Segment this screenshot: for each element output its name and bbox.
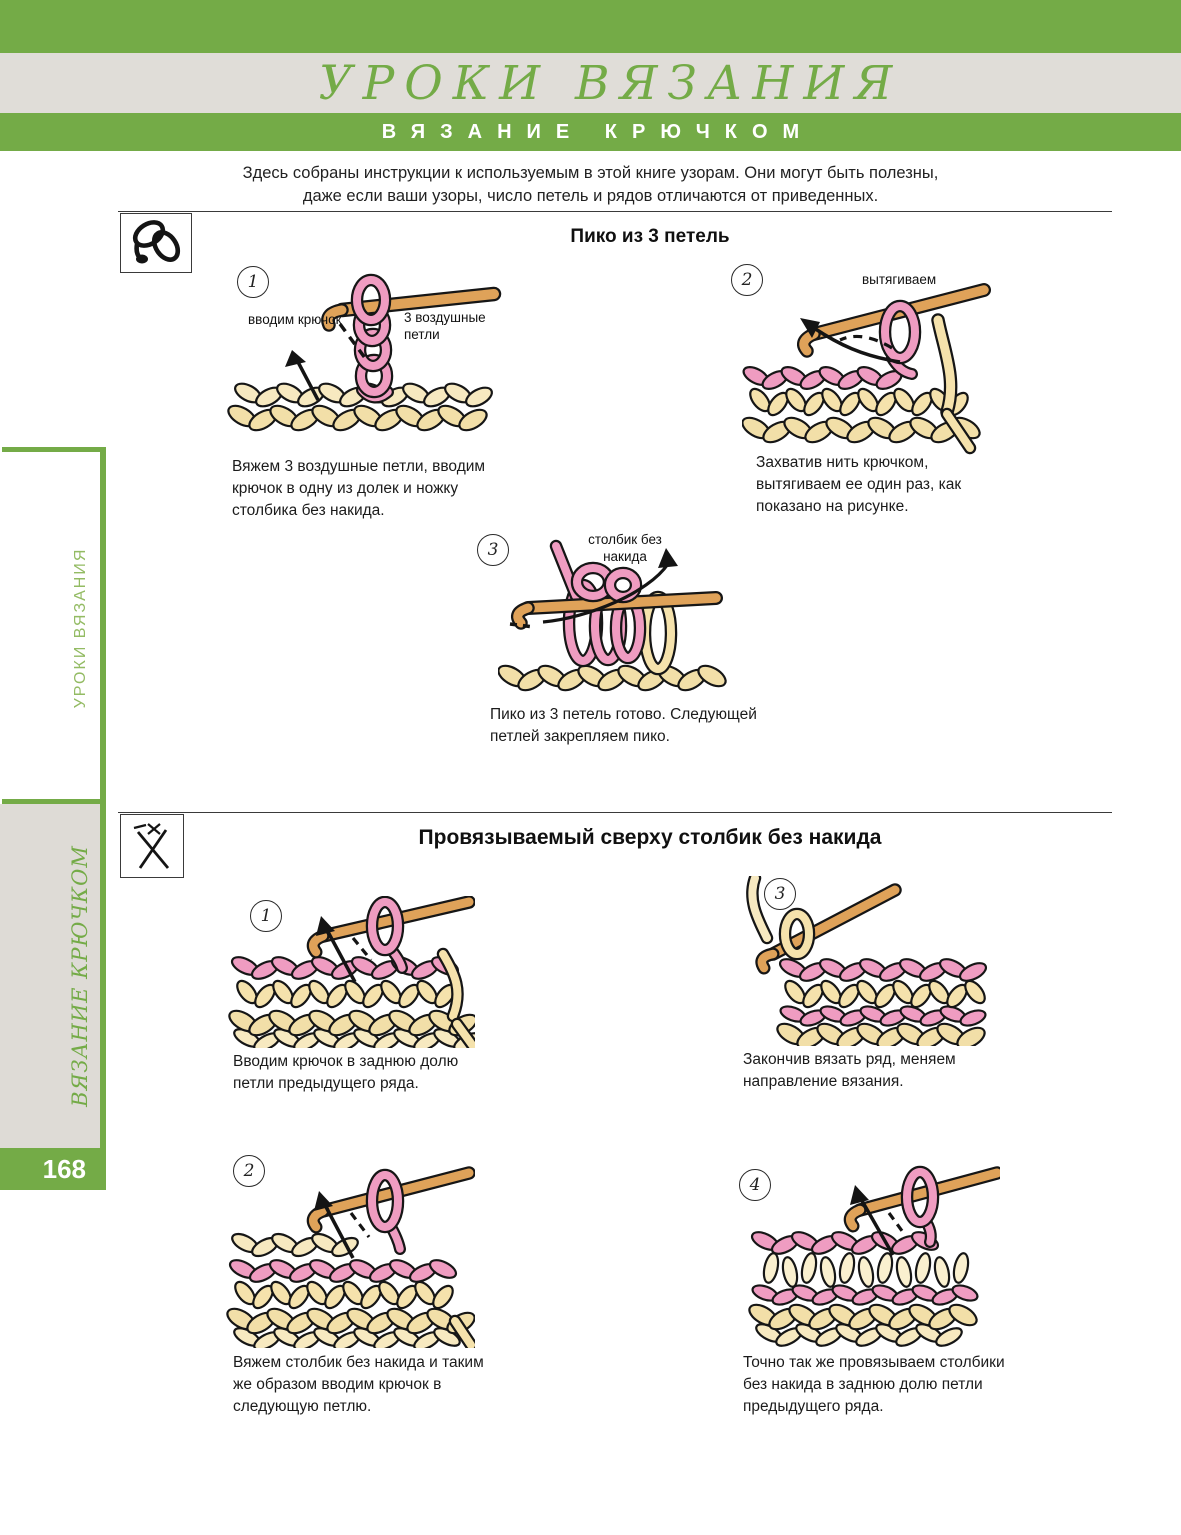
illustration-picot-step3: [498, 538, 728, 706]
step-caption: Закончив вязать ряд, меняем направление вязания.: [743, 1051, 956, 1090]
sidebar-tab-crochet: [0, 804, 100, 1148]
step-number-badge: 3: [477, 534, 509, 566]
sidebar-tab-lessons: [2, 447, 100, 804]
label-single-crochet: столбик без накида: [588, 532, 662, 564]
step-number-badge: 2: [233, 1155, 265, 1187]
illustration-topsc-step1: [225, 896, 475, 1048]
sidebar-lessons-label: УРОКИ ВЯЗАНИЯ: [72, 547, 89, 709]
step-caption: Пико из 3 петель готово. Следующей петлей закрепляем пико.: [490, 706, 757, 745]
section2-rule: [118, 812, 1112, 813]
step-caption: Вводим крючок в заднюю долю петли предыдущего ряда.: [233, 1053, 459, 1092]
step-number-badge: 4: [739, 1169, 771, 1201]
page-number: 168: [0, 1148, 100, 1190]
illustration-topsc-step3: [745, 876, 1000, 1046]
header-title-band: [0, 53, 1181, 113]
illustration-picot-step2: [742, 262, 992, 457]
step-number-badge: 2: [731, 264, 763, 296]
label-insert-hook: вводим крючок: [248, 312, 342, 327]
section2-title: Провязываемый сверху столбик без накида: [418, 826, 882, 849]
illustration-picot-step1: [222, 258, 502, 448]
header-green-band: [0, 0, 1181, 53]
step-caption: Захватив нить крючком, вытягиваем ее один раз, как показано на рисунке.: [756, 454, 962, 515]
header-subtitle-band: [0, 113, 1181, 151]
step-caption: Вяжем 3 воздушные петли, вводим крючок в одну из долек и ножку столбика без накида.: [232, 458, 486, 519]
intro-text: [0, 162, 1181, 209]
illustration-topsc-step4: [745, 1165, 1000, 1350]
step-caption: Точно так же провязываем столбики без накида в заднюю долю петли предыдущего ряда.: [743, 1354, 1005, 1415]
section1-title: Пико из 3 петель: [570, 226, 730, 247]
intro-line-1: Здесь собраны инструкции к используемым в этой книге узорам. Они могут быть полезны,: [242, 164, 939, 182]
step-number-badge: 3: [764, 878, 796, 910]
step-caption: Вяжем столбик без накида и таким же образом вводим крючок в следующую петлю.: [233, 1354, 484, 1415]
illustration-topsc-step2: [225, 1153, 475, 1348]
label-pull-through: вытягиваем: [862, 272, 937, 287]
section1-rule: [118, 211, 1112, 212]
step-number-badge: 1: [250, 900, 282, 932]
sidebar-vertical-rule: [100, 447, 106, 1190]
intro-line-2: даже если ваши узоры, число петель и рядов отличаются от приведенных.: [302, 187, 879, 206]
label-three-chains: 3 воздушные петли: [404, 310, 486, 342]
step-number-badge: 1: [237, 266, 269, 298]
page-title: УРОКИ ВЯЗАНИЯ: [318, 55, 903, 111]
sidebar-crochet-label: ВЯЗАНИЕ КРЮЧКОМ: [68, 845, 92, 1107]
page-subtitle: ВЯЗАНИЕ КРЮЧКОМ: [381, 120, 815, 143]
